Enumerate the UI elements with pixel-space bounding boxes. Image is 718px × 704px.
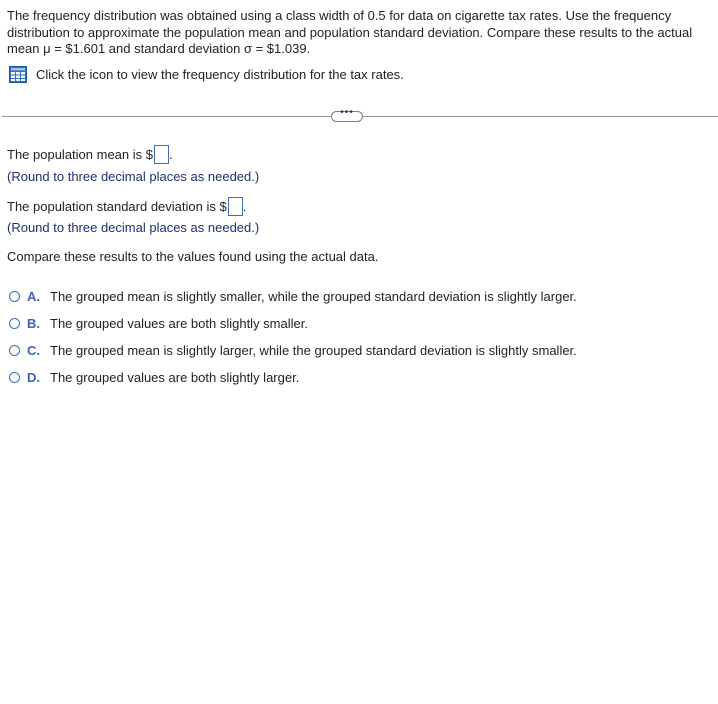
table-grid-icon[interactable] <box>9 66 27 83</box>
choice-a-text[interactable]: The grouped mean is slightly smaller, while the grouped standard deviation is slightly larger. <box>50 289 577 304</box>
choice-c[interactable] <box>9 343 577 358</box>
question-intro: The frequency distribution was obtained using a class width of 0.5 for data on cigarette tax rates. Use the frequency distribution to approximate the population mean and population standard deviation. Compare these results to the actual mean μ = $1.601 and standard deviation σ = $1.039. <box>7 8 693 56</box>
compare-prompt: Compare these results to the values found using the actual data. <box>7 249 379 264</box>
choice-a-letter: A. <box>27 289 40 304</box>
choice-a[interactable] <box>9 289 577 304</box>
choice-c-text[interactable]: The grouped mean is slightly larger, while the grouped standard deviation is slightly smaller. <box>50 343 577 358</box>
choice-d-letter: D. <box>27 370 40 385</box>
radio-button-d[interactable] <box>9 372 20 383</box>
mean-answer-input[interactable] <box>154 145 169 164</box>
mean-prompt: The population mean is $ <box>7 146 153 162</box>
choice-b[interactable] <box>9 316 308 331</box>
more-dots-icon: ••• <box>340 107 354 118</box>
radio-button-b[interactable] <box>9 318 20 329</box>
stddev-rounding-hint: (Round to three decimal places as needed.) <box>7 220 260 235</box>
choice-d-text[interactable]: The grouped values are both slightly larger. <box>50 370 300 385</box>
mean-suffix: . <box>168 146 173 162</box>
stddev-answer-input[interactable] <box>228 197 243 216</box>
mean-question <box>7 146 173 165</box>
mean-rounding-hint: (Round to three decimal places as needed.) <box>7 169 260 184</box>
choice-d[interactable] <box>9 370 299 385</box>
radio-button-c[interactable] <box>9 345 20 356</box>
choice-b-text[interactable]: The grouped values are both slightly smaller. <box>50 316 308 331</box>
choice-b-letter: B. <box>27 316 40 331</box>
stddev-prompt: The population standard deviation is $ <box>7 198 227 214</box>
radio-button-a[interactable] <box>9 291 20 302</box>
choice-c-letter: C. <box>27 343 40 358</box>
stddev-suffix: . <box>242 198 247 214</box>
frequency-table-link[interactable] <box>9 66 404 83</box>
stddev-question <box>7 198 246 217</box>
expand-more-button[interactable] <box>331 107 363 122</box>
frequency-table-link-text[interactable]: Click the icon to view the frequency distribution for the tax rates. <box>36 67 404 82</box>
